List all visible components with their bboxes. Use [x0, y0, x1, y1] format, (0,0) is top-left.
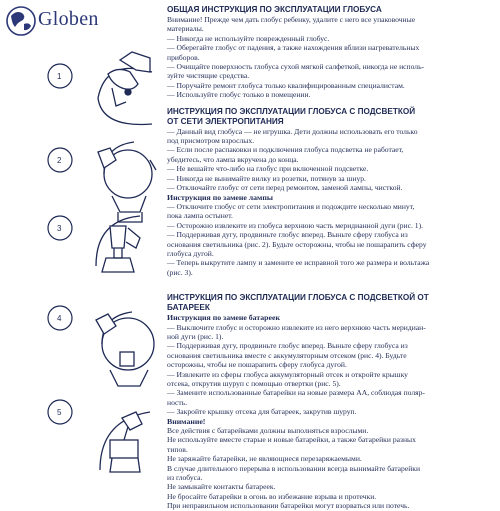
warning-heading: Внимание! [167, 416, 206, 426]
s2-line: — Не вешайте что-либо на глобус при включенной подсветке. [167, 164, 369, 174]
s2-line: — Поддерживая дугу, продвиньте глобус вперед. Выньте сферу глобуса из [167, 230, 408, 240]
brand-name: Globen [38, 8, 99, 30]
s3-warning-line: В случае длительного перерыва в использовании всегда вынимайте батарейки [167, 463, 421, 473]
section-3-title: ИНСТРУКЦИЯ ПО ЭКСПЛУАТАЦИИ ГЛОБУСА С ПОДСВЕТКОЙ ОТ [167, 293, 429, 303]
s3-warning-line: Все действия с батарейками должны выполняться взрослыми. [167, 426, 369, 436]
s2-line: глобуса дугой. [167, 248, 214, 258]
s3-line: ной дуги (рис. 1). [167, 331, 224, 341]
section-2-title: ИНСТРУКЦИЯ ПО ЭКСПЛУАТАЦИИ ГЛОБУСА С ПОДСВЕТКОЙ [167, 106, 416, 116]
section-3-subtitle: Инструкция по замене батареек [167, 313, 280, 323]
figure-1 [98, 52, 152, 124]
s1-line: — Очищайте поверхность глобуса сухой мягкой салфеткой, никогда не исполь- [167, 62, 425, 72]
s2-line: убедитесь, что лампа вкручена до конца. [167, 154, 299, 164]
s3-warning-line: При неправильном использовании батарейки могут взорваться или потечь. [167, 501, 410, 511]
figure-5 [100, 412, 150, 472]
s2-line: — Отключите глобус от сети электропитания и подождите несколько минут, [167, 201, 415, 211]
s2-line: — Осторожно извлеките из глобуса верхнюю часть меридианной дуги (рис. 1). [167, 220, 423, 230]
s3-warning-line: Не бросайте батарейки в огонь во избежание взрыва и протечки. [167, 491, 377, 501]
s3-line: — Выключите глобус и осторожно извлеките из него верхнюю часть меридиан- [167, 322, 426, 332]
figure-5-number: 5 [57, 408, 62, 417]
s2-line: пока лампа остынет. [167, 211, 233, 221]
s1-line: материалы. [167, 24, 204, 34]
s2-line: — Теперь выкрутите лампу и замените ее исправной того же размера и вольтажа [167, 258, 430, 268]
figure-4 [96, 312, 154, 386]
s2-line: — Никогда не вынимайте вилку из розетки, потянув за шнур. [167, 173, 366, 183]
s1-line: Внимание! Прежде чем дать глобус ребенку, удалите с него все упаковочные [167, 15, 416, 24]
s2-line: — Данный вид глобуса — не игрушка. Дети должны использовать его только [167, 126, 418, 136]
s3-line: — Поддерживая дугу, продвиньте глобус вперед. Выньте сферу глобуса из [167, 341, 408, 351]
figure-3 [96, 216, 140, 272]
s3-line: отсека, открутив шуруп с помощью отвертки (рис. 5). [167, 379, 341, 388]
s1-line: — Оберегайте глобус от падения, а также нахождения вблизи нагревательных [167, 43, 420, 53]
s2-line: — Отключайте глобус от сети перед ремонтом, заменой лампы, чисткой. [167, 183, 403, 193]
s2-line: — Если после распаковки и подключения глобуса подсветка не работает, [167, 145, 404, 155]
s3-warning-line: Не используйте вместе старые и новые батарейки, а также батарейки разных [167, 435, 416, 445]
s1-line: — Используйте глобус только в помещении. [167, 90, 311, 100]
s1-line: — Никогда не используйте поврежденный глобус. [167, 33, 330, 43]
figure-3-number: 3 [57, 224, 62, 233]
s1-line: приборов. [167, 52, 200, 62]
figure-2 [98, 142, 156, 222]
s3-line: основания светильника вместе с аккумуляторным отсеком (рис. 4). Будьте [167, 350, 407, 360]
s3-warning-line: Не замыкайте контакты батареек. [167, 482, 276, 492]
s3-line: — Закройте крышку отсека для батареек, закрутив шуруп. [167, 407, 357, 417]
section-2-title-cont: ОТ СЕТИ ЭЛЕКТРОПИТАНИЯ [167, 116, 284, 126]
s3-warning-line: из глобуса. [167, 473, 203, 483]
figure-2-number: 2 [57, 156, 62, 165]
section-1-title: ОБЩАЯ ИНСТРУКЦИЯ ПО ЭКСПЛУАТАЦИИ ГЛОБУСА [167, 5, 382, 14]
s3-warning-line: типов. [167, 444, 188, 454]
s1-line: — Поручайте ремонт глобуса только квалифицированным специалистам. [167, 80, 405, 90]
s2-line: основания светильника (рис. 2). Будьте осторожны, чтобы не пошарапить сферу [167, 239, 427, 249]
s3-line: — Извлеките из сферы глобуса аккумуляторный отсек и откройте крышку [167, 369, 408, 379]
section-3-title-cont: БАТАРЕЕК [167, 303, 210, 313]
s2-line: (рис. 3). [167, 267, 193, 277]
figure-4-number: 4 [57, 314, 62, 323]
instruction-figures [0, 0, 160, 500]
s3-line: — Замените использованные батарейки на новые размера AA, соблюдая поляр- [167, 388, 425, 398]
section-2-subtitle: Инструкция по замене лампы [167, 192, 273, 202]
s2-line: под присмотром взрослых. [167, 136, 255, 146]
s3-warning-line: Не заряжайте батарейки, не являющиеся перезаряжаемыми. [167, 454, 362, 464]
s3-line: осторожны, чтобы не пошарапить сферу глобуса дугой. [167, 360, 347, 370]
figure-1-number: 1 [57, 72, 62, 81]
s1-line: зуйте чистящие средства. [167, 71, 250, 81]
instructions-text [167, 5, 495, 511]
s3-line: ность. [167, 397, 188, 407]
